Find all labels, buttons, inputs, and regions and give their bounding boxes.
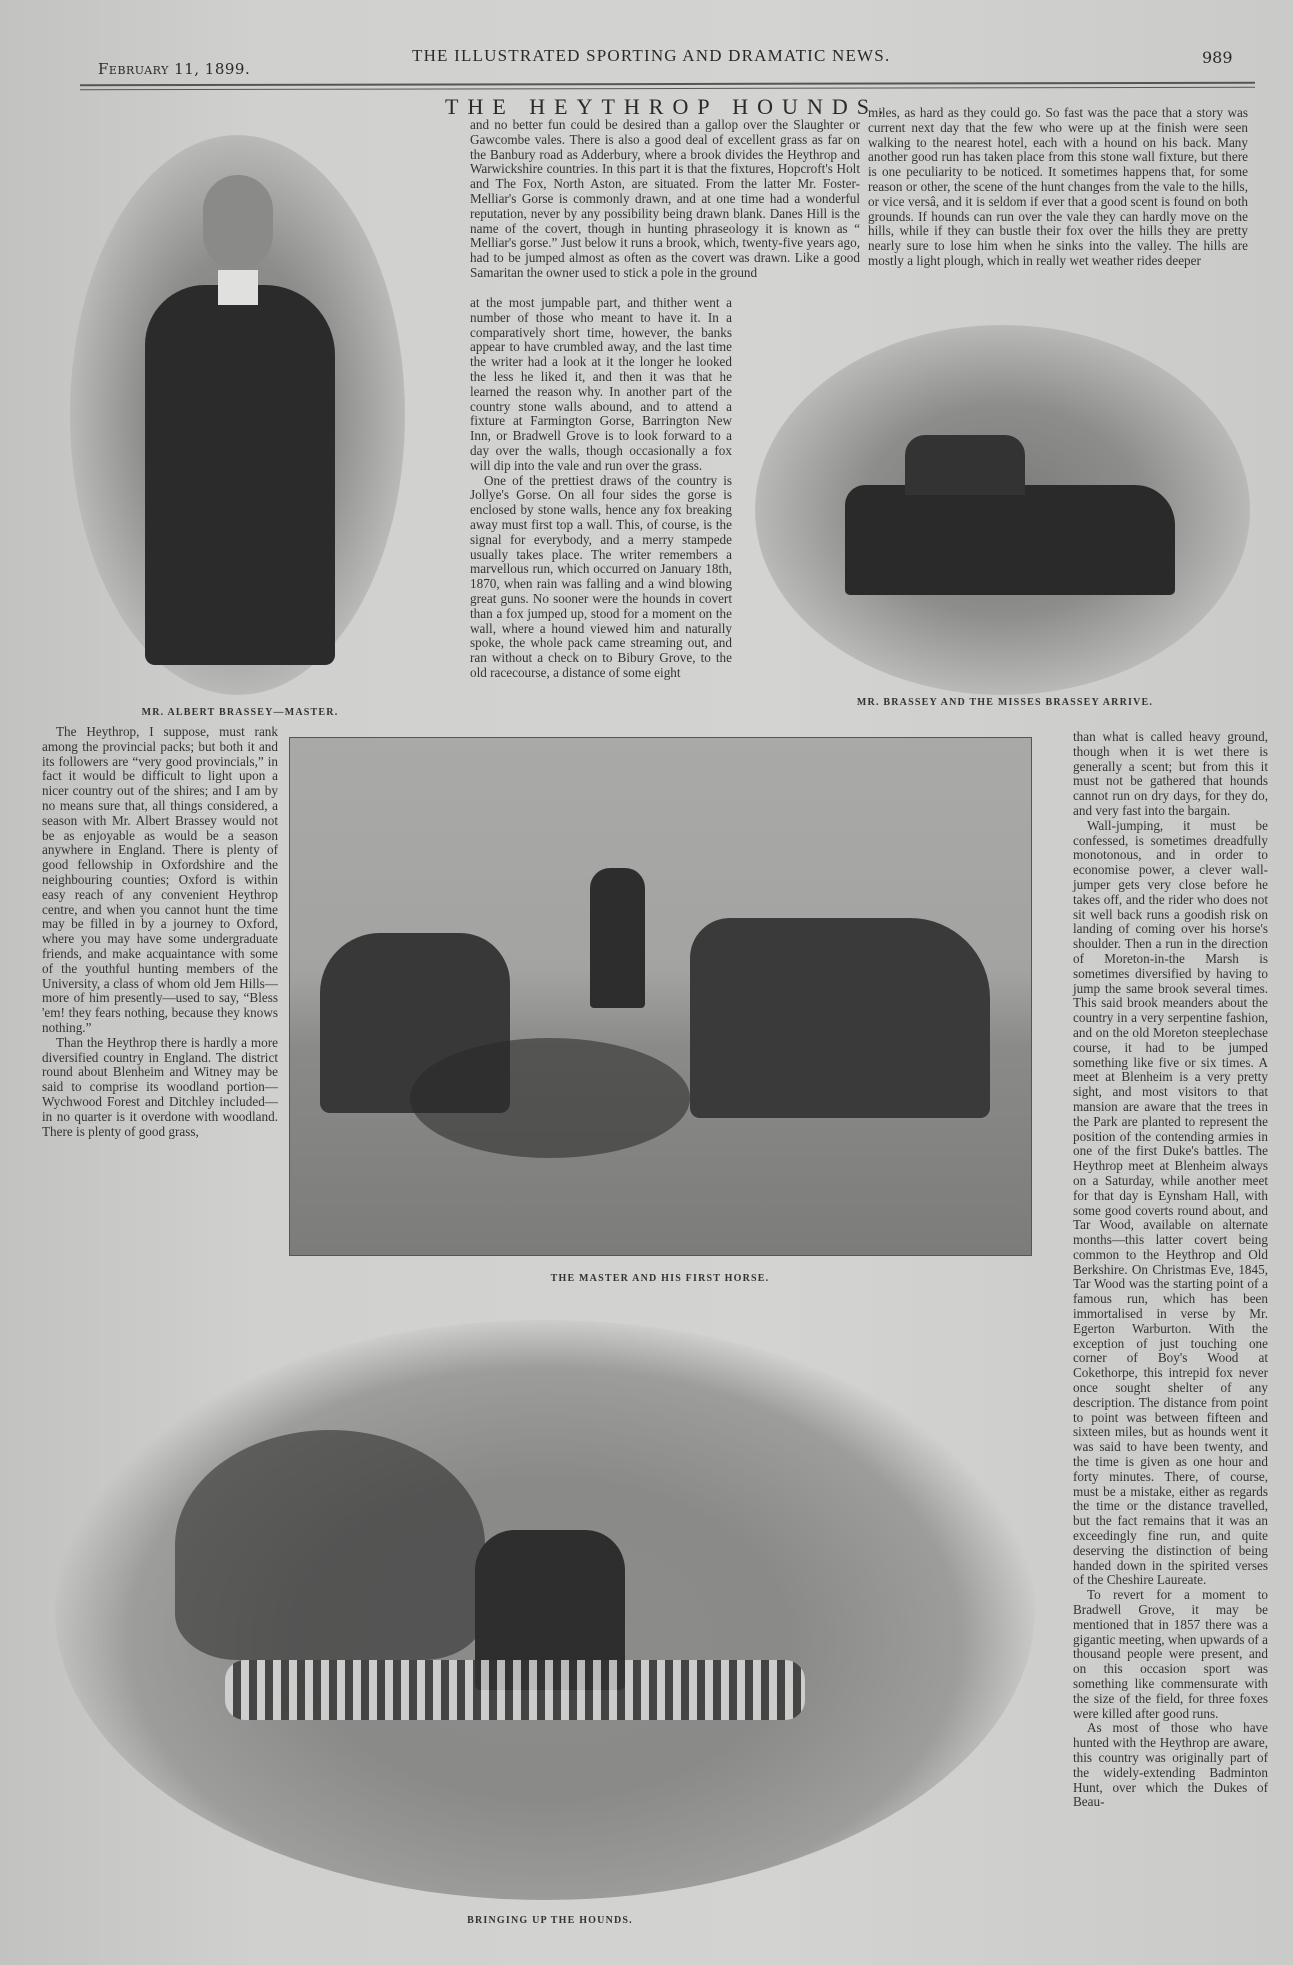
paragraph: than what is called heavy ground, though when it is wet there is generally a scent; but from this it must not be gathered that hounds cannot run on dry days, for they do, and very fast into the bargain. xyxy=(1073,729,1268,818)
carriage-photo xyxy=(755,325,1250,695)
caption-hounds: BRINGING UP THE HOUNDS. xyxy=(467,1915,633,1926)
paragraph: Wall-jumping, it must be confessed, is sometimes dreadfully monotonous, and in order to economise power, a clever wall-jumper gets very close before he takes off, and the rider who does not sit well back runs a goodish risk on landing of coming over his horse's shoulder. Then a run in the direction of Moreton-in-the Marsh is sometimes diversified by having to jump the same brook several times. This said brook meanders about the country in a very serpentine fashion, and on the old Moreton steeplechase course, it had to be jumped something like five or six times. A meet at Blenheim is a very pretty sight, and most visitors to that mansion are aware that the trees in the Park are planted to represent the position of the contending armies in one of the first Duke's battles. The Heythrop meet at Blenheim always on a Saturday, while another meet for that day is Eynsham Hall, with some good coverts round about, and Tar Wood, available on alternate months—this latter covert being common to the Heythrop and Old Berkshire. On Christmas Eve, 1845, Tar Wood was the starting point of a famous run, which has been immortalised in verse by Mr. Egerton Warburton. With the exception of just touching one corner of Boy's Wood at Cokethorpe, this intrepid fox never once sought shelter of any description. The distance from point to point was between fifteen and sixteen miles, but as hounds went it was said to have been twenty, and the time is given as one hour and forty minutes. There, of course, must be a mistake, either as regards the time or the distance travelled, but the fact remains that it was an exceedingly fine run, and quite deserving the distinction of being handed down in the spirited verses of the Cheshire Laureate. xyxy=(1073,817,1268,1588)
figure-body xyxy=(145,285,335,665)
master-figure xyxy=(590,868,645,1008)
trees xyxy=(175,1430,485,1660)
text-column-mid-center xyxy=(470,296,732,681)
paragraph: One of the prettiest draws of the country is Jollye's Gorse. On all four sides the gorse is enclosed by stone walls, hence any fox breaking away must first top a wall. This, of course, is the signal for everybody, and a merry stampede usually takes place. The writer remembers a marvellous run, which occurred on January 18th, 1870, when rain was falling and a wind blowing great guns. No sooner were the hounds in covert than a fox jumped up, stood for a moment on the wall, where a hound viewed him and naturally spoke, the whole pack came streaming out, and ran without a check on to Bibury Grove, to the old racecourse, a distance of some eight xyxy=(470,472,732,680)
text-column-left xyxy=(42,725,278,1139)
issue-date: February 11, 1899. xyxy=(98,60,251,78)
header-rule-top xyxy=(80,82,1255,86)
header-rule-bottom xyxy=(80,87,1255,90)
caption-carriage: MR. BRASSEY AND THE MISSES BRASSEY ARRIVE. xyxy=(856,697,1154,708)
hounds-photo xyxy=(55,1320,1035,1900)
paragraph: Than the Heythrop there is hardly a more diversified country in England. The district round about Blenheim and Witney may be said to comprise its woodland portion—Wychwood Forest and Ditchley included—in no quarter is it overdone with woodland. There is plenty of good grass, xyxy=(42,1034,278,1139)
paragraph: The Heythrop, I suppose, must rank among the provincial packs; but both it and its followers are “very good provincials,” in fact it would be difficult to light upon a nicer country out of the shires; and I am by no means sure that, all things considered, a season with Mr. Albert Brassey would not be as enjoyable as would be a season anywhere in England. There is plenty of good fellowship in Oxfordshire and the neighbouring counties; Oxford is within easy reach of any convenient Heythrop centre, and when you cannot hunt the time may be filled in by a journey to Oxford, where you may have some undergraduate friends, and make acquaintance with some of the youthful hunting members of the University, a class of whom old Jem Hills—more of him presently—used to say, “Bless 'em! they fears nothing, because they knows nothing.” xyxy=(42,724,278,1035)
paragraph: and no better fun could be desired than a gallop over the Slaughter or Gawcombe vales. There is also a good deal of excellent grass as far on the Banbury road as Adderbury, where a brook divides the Heythrop and Warwickshire countries. In this part it is that the fixtures, Hopcroft's Holt and The Fox, North Aston, are situated. From the latter Mr. Foster-Melliar's Gorse is commonly drawn, and at one time had a wonderful reputation, never by any possibility being drawn blank. Danes Hill is the name of the covert, though in hunting phraseology it is known as “ Melliar's gorse.” Just below it runs a brook, which, twenty-five years ago, had to be jumped almost as often as the covert was drawn. Like a good Samaritan the owner used to stick a pole in the ground xyxy=(470,117,860,280)
carriage-wheels xyxy=(410,1038,690,1158)
figure-collar xyxy=(218,270,258,305)
master-horse-photo xyxy=(289,737,1032,1256)
article-title: THE HEYTHROP HOUNDS. xyxy=(445,94,893,119)
caption-portrait: MR. ALBERT BRASSEY—MASTER. xyxy=(141,707,339,718)
horses-and-carriage xyxy=(845,485,1175,595)
paragraph: To revert for a moment to Bradwell Grove, it may be mentioned that in 1857 there was a gigantic meeting, when upwards of a thousand people were present, and on this occasion sport was something like commensurate with the size of the field, for three foxes were killed after good runs. xyxy=(1073,1587,1268,1721)
passengers xyxy=(905,435,1025,495)
portrait-photo xyxy=(70,135,405,695)
text-column-right xyxy=(1073,730,1268,1810)
text-column-top-right xyxy=(868,106,1248,269)
hound-pack xyxy=(225,1660,805,1720)
paragraph: at the most jumpable part, and thither went a number of those who meant to have it. In a comparatively short time, however, the banks appear to have crumbled away, and the last time the writer had a look at it the longer he looked the less he liked it, and then it was that he learned the reason why. In another part of the country stone walls abound, and to attend a fixture at Farmington Gorse, Barrington New Inn, or Bradwell Grove is to look forward to a day over the walls, though occasionally a fox will dip into the vale and run over the grass. xyxy=(470,295,732,473)
paragraph: As most of those who have hunted with the Heythrop are aware, this country was originally part of the widely-extending Badminton Hunt, over which the Dukes of Beau- xyxy=(1073,1720,1268,1810)
page-number: 989 xyxy=(1202,48,1233,67)
figure-head xyxy=(203,175,273,270)
caption-master-horse: THE MASTER AND HIS FIRST HORSE. xyxy=(550,1273,770,1284)
text-column-top-center xyxy=(470,118,860,281)
paragraph: miles, as hard as they could go. So fast was the pace that a story was current next day that the few who were up at the finish were seen walking to the nearest hotel, each with a hound on his back. Many another good run has taken place from this stone wall fixture, but there is one peculiarity to be noticed. It sometimes happens that, for some reason or other, the scene of the hunt changes from the vale to the hills, or vice versâ, and it is seldom if ever that a good scent is found on both grounds. If hounds can run over the vale they can hardly move on the hills, while if they can bustle their fox over the hills they are pretty nearly sure to lose him when he sinks into the valley. The hills are mostly a light plough, which in really wet weather rides deeper xyxy=(868,105,1248,268)
publication-title: THE ILLUSTRATED SPORTING AND DRAMATIC NEWS. xyxy=(412,46,891,65)
carriage-horses xyxy=(690,918,990,1118)
